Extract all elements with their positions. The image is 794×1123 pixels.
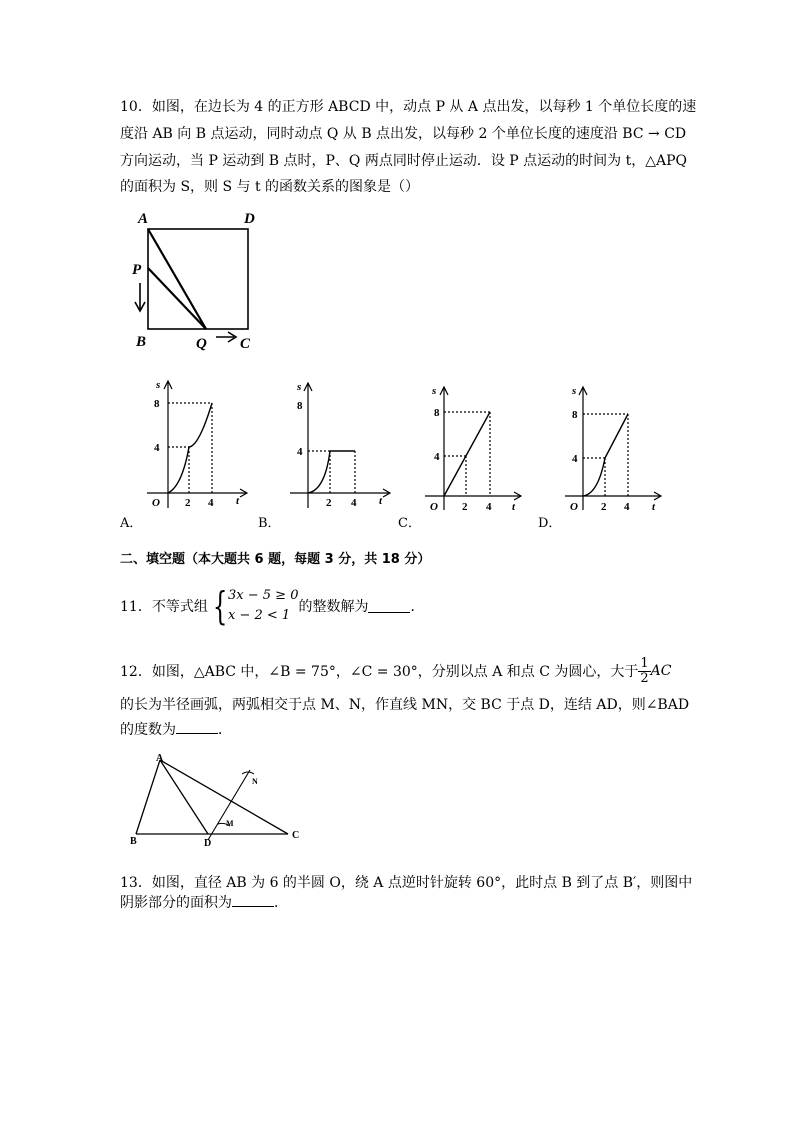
q11-ineq-1: 3x − 5 ≥ 0: [228, 588, 299, 603]
svg-text:A: A: [156, 753, 164, 764]
svg-text:4: 4: [351, 497, 357, 509]
svg-text:s: s: [572, 385, 577, 397]
svg-text:O: O: [570, 501, 578, 513]
svg-text:O: O: [430, 501, 438, 513]
brace-icon: {: [212, 584, 228, 628]
svg-text:O: O: [152, 497, 160, 509]
svg-text:s: s: [156, 379, 161, 391]
svg-text:4: 4: [208, 497, 214, 509]
q10-square-figure: [128, 205, 268, 355]
fraction-one-half: $\frac{1}{2}$: [640, 655, 649, 686]
svg-text:N: N: [252, 777, 258, 786]
svg-text:4: 4: [434, 451, 440, 463]
section-2-title: 二、填空题（本大题共 6 题，每题 3 分，共 18 分）: [120, 552, 431, 567]
label-C: C: [240, 336, 251, 352]
q11-suffix: 的整数解为: [298, 599, 369, 615]
svg-text:C: C: [292, 830, 300, 841]
label-A: A: [138, 211, 149, 227]
svg-text:t: t: [379, 495, 383, 507]
graph-option-b: [285, 376, 400, 516]
svg-text:t: t: [652, 501, 656, 513]
svg-text:2: 2: [462, 501, 468, 513]
q12-line-3: 的度数为 ．: [120, 722, 232, 738]
svg-text:2: 2: [326, 497, 332, 509]
svg-text:2: 2: [601, 501, 607, 513]
q11-answer-blank[interactable]: [368, 600, 410, 613]
svg-text:t: t: [236, 495, 240, 507]
svg-text:t: t: [512, 501, 516, 513]
graph-option-c: [420, 380, 535, 520]
q10-line-1: 10．如图，在边长为 4 的正方形 ABCD 中，动点 P 从 A 点出发，以每秒 1 个单位长度的速: [120, 99, 697, 115]
svg-text:4: 4: [572, 453, 578, 465]
q13-answer-blank[interactable]: [232, 894, 274, 907]
label-B: B: [136, 334, 147, 350]
label-Q: Q: [196, 336, 207, 352]
option-d-label[interactable]: D．: [538, 516, 562, 531]
svg-text:s: s: [432, 385, 437, 397]
svg-text:s: s: [297, 381, 302, 393]
svg-text:8: 8: [297, 400, 303, 412]
q12-answer-blank[interactable]: [176, 721, 218, 734]
label-P: P: [132, 262, 142, 278]
q13-line-1: 13．如图，直径 AB 为 6 的半圆 O，绕 A 点逆时针旋转 60°，此时点 B 到了点 B′，则图中: [120, 875, 693, 891]
q11-ineq-2: x − 2 < 1: [228, 608, 291, 623]
graph-option-d: [560, 380, 675, 520]
svg-text:8: 8: [572, 409, 578, 421]
svg-text:8: 8: [434, 407, 440, 419]
svg-text:2: 2: [185, 497, 191, 509]
q10-line-2: 度沿 AB 向 B 点运动，同时动点 Q 从 B 点出发，以每秒 2 个单位长度的速度沿 BC → CD: [120, 126, 687, 142]
option-c-label[interactable]: C．: [398, 516, 421, 531]
label-D: D: [244, 211, 255, 227]
q11: 11．不等式组 { 3x − 5 ≥ 0 x − 2 < 1 的整数解为 ．: [120, 584, 425, 628]
svg-text:4: 4: [624, 501, 630, 513]
q11-system: [228, 586, 298, 626]
option-b-label[interactable]: B．: [258, 516, 281, 531]
q10-line-4: 的面积为 S，则 S 与 t 的函数关系的图象是（）: [120, 179, 420, 195]
option-a-label[interactable]: A．: [120, 516, 143, 531]
svg-text:4: 4: [486, 501, 492, 513]
svg-text:8: 8: [154, 398, 160, 410]
q12-line-2: 的长为半径画弧，两弧相交于点 M、N，作直线 MN，交 BC 于点 D，连结 AD，则∠BAD: [120, 697, 690, 713]
q11-prefix: 11．不等式组: [120, 599, 208, 615]
svg-text:B: B: [130, 836, 137, 847]
q12-triangle-figure: [128, 750, 308, 850]
q12-line-1: 12．如图，△ABC 中，∠B = 75°，∠C = 30°，分别以点 A 和点 C 为圆心，大于 $\frac{1}{2}$ AC: [120, 655, 672, 686]
svg-text:D: D: [204, 838, 212, 849]
q13-line-2: 阴影部分的面积为 ．: [120, 895, 288, 911]
graph-option-a: [142, 376, 257, 516]
svg-text:M: M: [226, 819, 234, 828]
q10-line-3: 方向运动，当 P 运动到 B 点时，P、Q 两点同时停止运动．设 P 点运动的时间为 t，△APQ: [120, 153, 688, 169]
svg-text:4: 4: [154, 442, 160, 454]
svg-text:4: 4: [297, 446, 303, 458]
